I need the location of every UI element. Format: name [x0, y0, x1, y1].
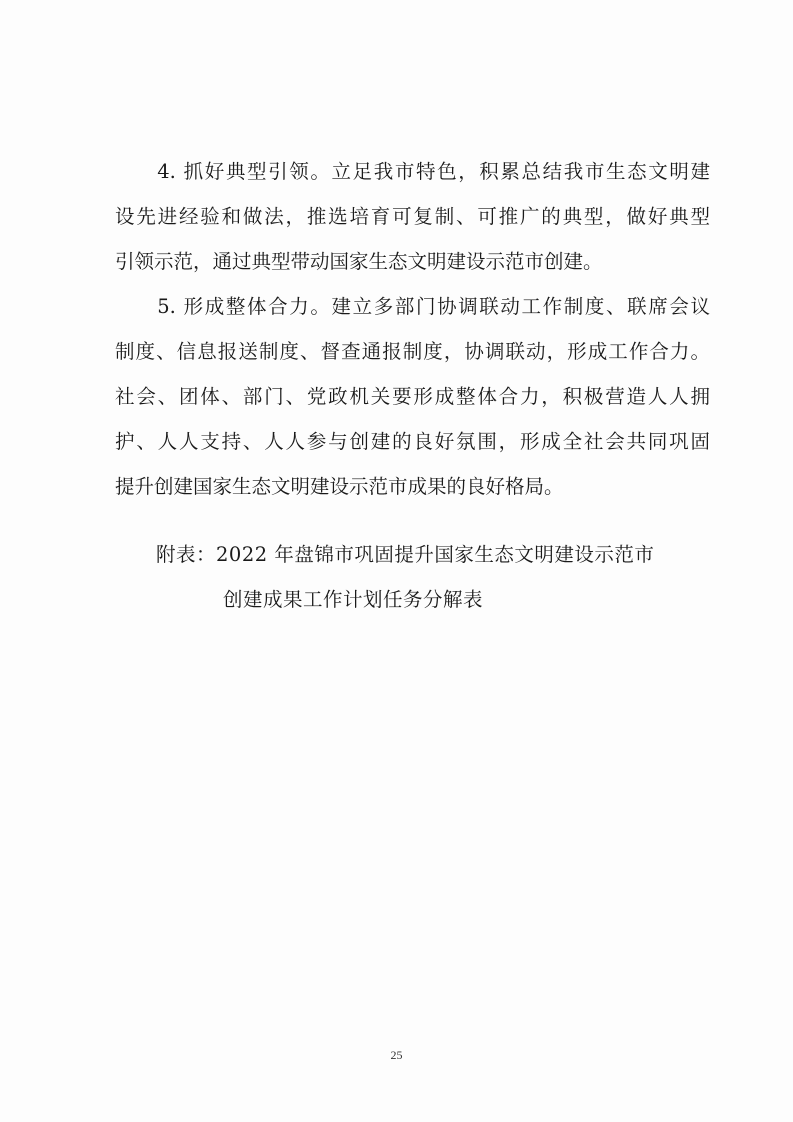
attachment-title-line-2: 创建成果工作计划任务分解表	[223, 588, 484, 611]
paragraph-2-line-2: 制度、信息报送制度、督查通报制度，协调联动，形成工作合力。	[115, 340, 710, 363]
paragraph-2-line-1: 5. 形成整体合力。建立多部门协调联动工作制度、联席会议	[115, 295, 710, 318]
paragraph-1-line-3: 引领示范，通过典型带动国家生态文明建设示范市创建。	[115, 250, 603, 273]
attachment-title-line-1: 附表：2022 年盘锦市巩固提升国家生态文明建设示范市	[156, 543, 655, 566]
paragraph-1-line-2: 设先进经验和做法，推选培育可复制、可推广的典型，做好典型	[115, 205, 710, 228]
paragraph-2-line-5: 提升创建国家生态文明建设示范市成果的良好格局。	[115, 475, 564, 498]
paragraph-2-line-3: 社会、团体、部门、党政机关要形成整体合力，积极营造人人拥	[115, 385, 710, 408]
page-number: 25	[390, 1048, 403, 1062]
paragraph-2-line-4: 护、人人支持、人人参与创建的良好氛围，形成全社会共同巩固	[115, 430, 710, 453]
paragraph-1-line-1: 4. 抓好典型引领。立足我市特色，积累总结我市生态文明建	[115, 160, 710, 183]
